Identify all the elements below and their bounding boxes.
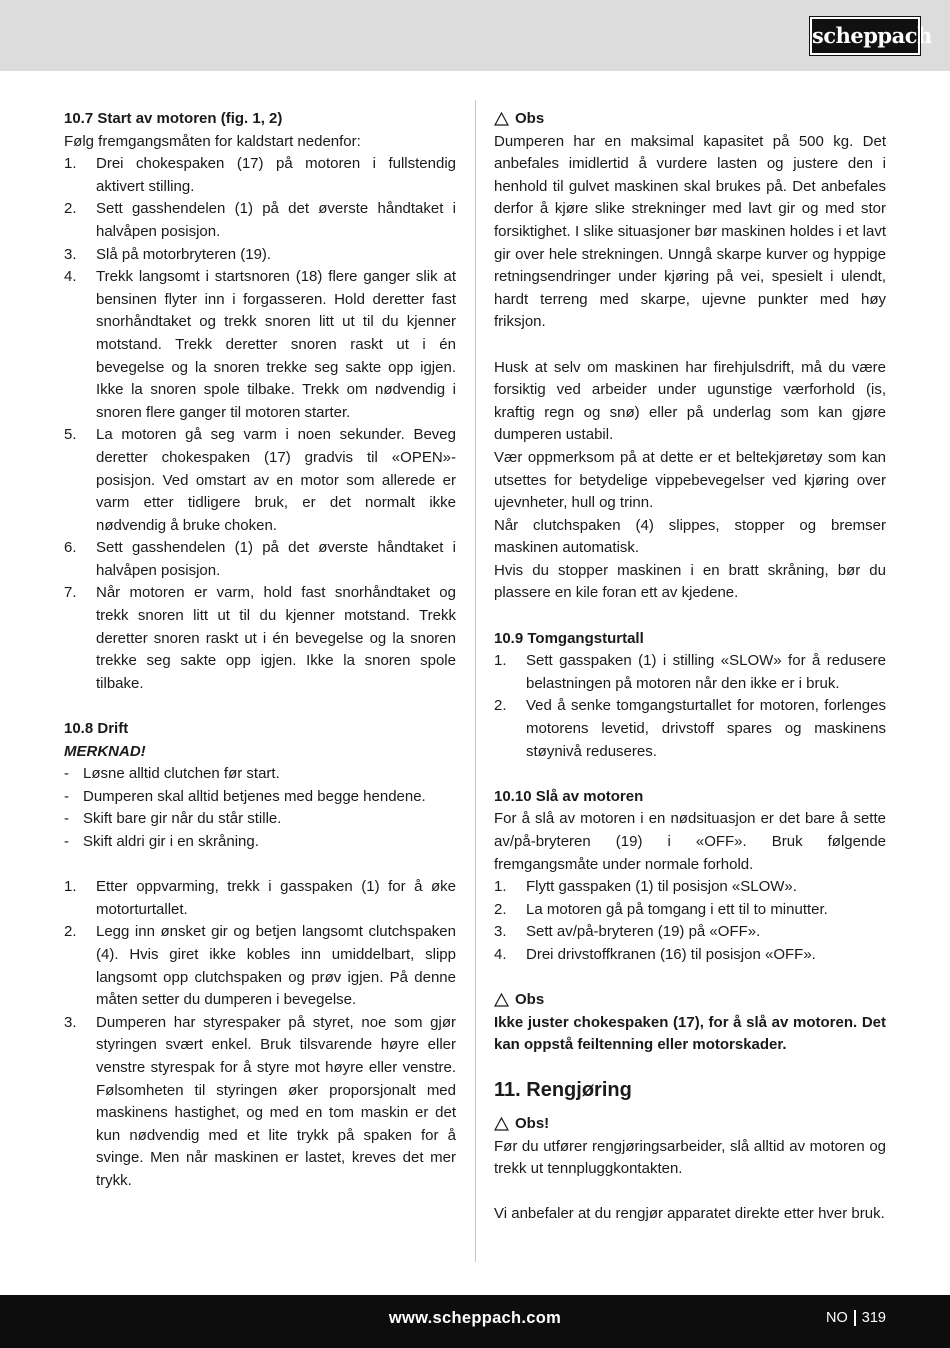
list-item-text: Ved å senke tomgangsturtallet for motoren, forlenges motorens levetid, drivstoff spares og maskinens støynivå reduseres. xyxy=(526,697,886,760)
page-number xyxy=(826,1310,886,1326)
list-item-text: Flytt gasspaken (1) til posisjon «SLOW». xyxy=(526,878,797,896)
list-item xyxy=(494,921,886,944)
section-10-9-steps xyxy=(494,650,886,763)
obs-text-2: Ikke juster chokespaken (17), for å slå av motoren. Det kan oppstå feiltenning eller motorskader. xyxy=(494,1013,886,1054)
column-divider xyxy=(475,100,476,1262)
list-item xyxy=(494,650,886,695)
list-item-text: Etter oppvarming, trekk i gasspaken (1) for å øke motorturtallet. xyxy=(96,878,456,918)
scheppach-logo: scheppach xyxy=(810,17,920,55)
obs-label: Obs xyxy=(515,110,545,127)
header-bar xyxy=(0,0,950,71)
section-10-8-steps xyxy=(64,876,456,1192)
list-item-text: Skift bare gir når du står stille. xyxy=(83,810,282,828)
footer-bar xyxy=(0,1295,950,1348)
list-marker: - xyxy=(64,787,69,805)
section-10-9-heading: 10.9 Tomgangsturtall xyxy=(494,629,644,647)
list-marker: - xyxy=(64,810,69,828)
right-column xyxy=(494,108,886,1226)
list-item xyxy=(64,424,456,537)
section-10-10-heading: 10.10 Slå av motoren xyxy=(494,787,644,805)
warning-icon xyxy=(494,1117,509,1131)
list-item-text: Legg inn ønsket gir og betjen langsomt clutchspaken (4). Hvis giret ikke kobles inn umiddelbart, slipp langsomt opp clutchspaken og prøv igjen. På denne måten setter du dumperen i bevegelse. xyxy=(96,923,456,1009)
section-10-7-heading: 10.7 Start av motoren (fig. 1, 2) xyxy=(64,110,283,127)
list-marker: 1. xyxy=(64,155,77,173)
list-marker: 1. xyxy=(64,878,77,896)
list-item xyxy=(64,537,456,582)
obs-heading-1 xyxy=(494,108,886,131)
left-column xyxy=(64,108,456,1193)
page-number-value: 319 xyxy=(861,1310,886,1326)
obs-label: Obs xyxy=(515,991,545,1009)
section-10-8-heading: 10.8 Drift xyxy=(64,720,129,738)
list-item xyxy=(64,808,456,831)
list-marker: - xyxy=(64,833,69,850)
list-marker: - xyxy=(64,765,69,783)
list-marker: 3. xyxy=(494,923,507,941)
list-marker: 3. xyxy=(64,245,77,263)
list-item-text: Skift aldri gir i en skråning. xyxy=(83,833,259,850)
list-item xyxy=(494,899,886,922)
paragraph: Hvis du stopper maskinen i en bratt skråning, bør du plassere en kile foran ett av kjedene. xyxy=(494,561,886,602)
list-item-text: Sett gasshendelen (1) på det øverste håndtaket i halvåpen posisjon. xyxy=(96,200,456,240)
list-marker: 2. xyxy=(64,923,77,941)
section-10-10-intro: For å slå av motoren i en nødsituasjon er det bare å sette av/på-bryteren (19) i «OFF». Bruk følgende fremgangsmåte under normale forhold. xyxy=(494,810,886,873)
list-marker: 4. xyxy=(494,945,507,963)
list-marker: 6. xyxy=(64,539,77,557)
obs-heading-3 xyxy=(494,1113,886,1136)
list-item xyxy=(64,153,456,198)
paragraph: Vær oppmerksom på at dette er et beltekjøretøy som kan utsettes for betydelige vippebevegelser ved kjøring over ujevnheter, hull og trinn. xyxy=(494,448,886,512)
list-item-text: Dumperen har styrespaker på styret, noe som gjør styringen svært enkel. Bruk tilsvarende høyre eller venstre styrespak for å styre mot høyre eller venstre. Følsomheten til styringen øker proporsjonalt med maskinens hastighet, og med en tom maskin er det kun nødvendig med et lite trykk på spaken for å svinge. Men når maskinen er lastet, kreves det mer trykk. xyxy=(96,1013,456,1189)
list-item xyxy=(494,876,886,899)
list-item xyxy=(64,582,456,695)
list-item-text: Løsne alltid clutchen før start. xyxy=(83,765,280,783)
warning-icon xyxy=(494,993,509,1007)
footer-url: www.scheppach.com xyxy=(388,1309,562,1327)
list-marker: 2. xyxy=(494,900,507,918)
section-10-8-bullets xyxy=(64,763,456,853)
list-item-text: Sett gasspaken (1) i stilling «SLOW» for å redusere belastningen på motoren når den ikke er i bruk. xyxy=(526,652,886,692)
separator xyxy=(854,1310,856,1326)
list-item-text: La motoren gå på tomgang i ett til to minutter. xyxy=(526,900,828,918)
list-item xyxy=(64,198,456,243)
list-marker: 7. xyxy=(64,584,77,602)
list-marker: 5. xyxy=(64,426,77,444)
list-item-text: Slå på motorbryteren (19). xyxy=(96,245,272,263)
paragraph: Når clutchspaken (4) slippes, stopper og bremser maskinen automatisk. xyxy=(494,516,886,557)
list-item xyxy=(494,944,886,967)
section-10-10-steps xyxy=(494,876,886,966)
list-item xyxy=(64,921,456,1011)
list-item xyxy=(494,695,886,763)
section-10-7-steps xyxy=(64,153,456,695)
list-item-text: Når motoren er varm, hold fast snorhåndtaket og trekk snoren litt ut til du kjenner motstand. Trekk deretter snoren raskt ut i én bevegelse og la snoren trekke seg sakte opp igjen. Ikke la snoren spole tilbake. xyxy=(96,584,456,692)
list-marker: 2. xyxy=(494,697,507,715)
obs-heading-2 xyxy=(494,989,886,1012)
list-item xyxy=(64,1012,456,1193)
list-item xyxy=(64,266,456,424)
section-11-heading: 11. Rengjøring xyxy=(494,1078,632,1101)
list-marker: 1. xyxy=(494,652,507,670)
list-marker: 2. xyxy=(64,200,77,218)
section-11-obs-text: Før du utfører rengjøringsarbeider, slå alltid av motoren og trekk ut tennpluggkontakten. xyxy=(494,1137,886,1178)
list-item xyxy=(64,831,456,854)
list-item-text: Sett av/på-bryteren (19) på «OFF». xyxy=(526,923,761,941)
obs-text-1: Dumperen har en maksimal kapasitet på 500 kg. Det anbefales imidlertid å vurdere lasten og justere den i henhold til gulvet maskinen skal brukes på. Det anbefales derfor å kjøre slike strekninger med lavt gir og med stor forsiktighet. I slike situasjoner bør maskinen holdes i et lavt gir over hele strekningen. Unngå skarpe kurver og hyppige retningsendringer under kjøring på vei, spesielt i ulendt, hardt terreng med skarpe, ujevne punkter med høy friksjon. xyxy=(494,132,886,331)
list-item-text: La motoren gå seg varm i noen sekunder. Beveg deretter chokespaken (17) gradvis til «OPEN»-posisjon. Ved omstart av en motor som allerede er varm etter tidligere bruk, er det normalt ikke nødvendig å bruke choken. xyxy=(96,426,456,534)
list-marker: 4. xyxy=(64,268,77,286)
paragraph: Husk at selv om maskinen har firehjulsdrift, må du være forsiktig ved arbeider under ugunstige værforhold (is, kraftig regn og snø) eller på underlag som kan gjøre dumperen ustabil. xyxy=(494,358,886,444)
language-code: NO xyxy=(826,1310,848,1326)
list-item-text: Drei chokespaken (17) på motoren i fullstendig aktivert stilling. xyxy=(96,155,456,195)
section-11-paragraph: Vi anbefaler at du rengjør apparatet direkte etter hver bruk. xyxy=(494,1205,885,1223)
list-item xyxy=(64,876,456,921)
list-item-text: Sett gasshendelen (1) på det øverste håndtaket i halvåpen posisjon. xyxy=(96,539,456,579)
section-10-7-intro: Følg fremgangsmåten for kaldstart nedenfor: xyxy=(64,132,361,150)
list-marker: 1. xyxy=(494,878,507,896)
list-item xyxy=(64,763,456,786)
obs-label: Obs! xyxy=(515,1114,550,1132)
list-marker: 3. xyxy=(64,1013,77,1031)
list-item-text: Trekk langsomt i startsnoren (18) flere ganger slik at bensinen flyter inn i forgasseren. Hold deretter fast snorhåndtaket og trekk snoren litt ut til du kjenner motstand. Trekk deretter snoren raskt ut i én bevegelse og la snoren trekke seg sakte opp igjen. Ikke la snoren spole tilbake. Trekk om nødvendig i snoren flere ganger til motoren starter. xyxy=(96,268,456,421)
note-label: MERKNAD! xyxy=(64,742,146,760)
list-item xyxy=(64,244,456,267)
warning-icon xyxy=(494,112,509,126)
list-item-text: Drei drivstoffkranen (16) til posisjon «OFF». xyxy=(526,945,816,963)
list-item xyxy=(64,786,456,809)
list-item-text: Dumperen skal alltid betjenes med begge hendene. xyxy=(83,787,426,805)
